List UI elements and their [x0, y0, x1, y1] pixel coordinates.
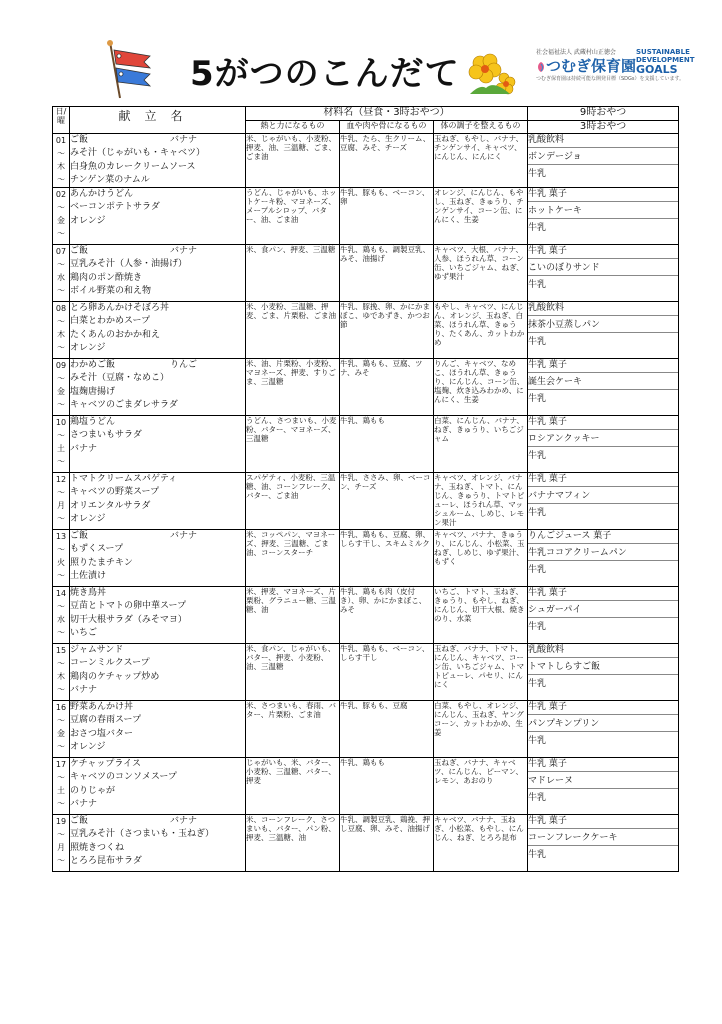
- dish-item: 照焼きつくね: [70, 842, 125, 853]
- menu-row: [53, 701, 679, 758]
- snack3: トマトしらすご飯: [528, 661, 678, 675]
- menu-row: [53, 644, 679, 701]
- dishes-cell: [70, 701, 246, 758]
- dish-item: ベーコンポテトサラダ: [70, 202, 160, 213]
- fruit-item: バナナ: [170, 135, 198, 145]
- dish-item: オレンジ: [70, 742, 106, 753]
- logo: [536, 48, 695, 84]
- body-cell: 牛乳、鶏もも、調製豆乳、みそ、油揚げ: [340, 245, 434, 302]
- energy-header: 熱と力になるもの: [246, 121, 340, 134]
- menu-row: [53, 416, 679, 473]
- menu-row: [53, 758, 679, 815]
- dishes-cell: [70, 188, 246, 245]
- fruit-item: りんご: [170, 360, 198, 371]
- snack9: 乳酸飲料: [528, 134, 678, 148]
- snack3-drink: 牛乳: [528, 508, 547, 519]
- materials-header: 材料名（昼食・3時おやつ）: [246, 107, 528, 121]
- dish-item: いちご: [70, 628, 98, 639]
- body-cell: 牛乳、豚挽、卵、かにかまぼこ、ゆであずき、かつお節: [340, 302, 434, 359]
- condition-cell: キャベツ、バナナ、きゅうり、にんじん、小松菜、玉ねぎ、しめじ、ゆず果汁、もずく: [434, 530, 528, 587]
- fruit-item: バナナ: [170, 531, 198, 542]
- snack-cell: [528, 701, 679, 758]
- dish-item: わかめご飯 りんご: [70, 359, 245, 372]
- body-cell: 牛乳、ささみ、卵、ベーコン、チーズ: [340, 473, 434, 530]
- dish-item: 野菜あんかけ丼: [70, 702, 134, 713]
- leaf-mark-icon: [536, 61, 546, 73]
- dish-item: オレンジ: [70, 343, 106, 354]
- condition-cell: もやし、キャベツ、にんじん、オレンジ、玉ねぎ、白菜、ほうれん草、きゅうり、たくあん、カットわかめ: [434, 302, 528, 359]
- day-cell: 15 〜 木 〜: [53, 644, 70, 701]
- energy-cell: 米、食パン、じゃがいも、バター、押麦、小麦粉、油、三温糖: [246, 644, 340, 701]
- flower-icon: [460, 48, 520, 98]
- dishes-cell: [70, 245, 246, 302]
- condition-cell: りんご、キャベツ、なめこ、ほうれん草、きゅうり、にんじん、コーン缶、塩麹、炊き込みわかめ、にんにく、生姜: [434, 359, 528, 416]
- body-cell: 牛乳、鶏もも: [340, 758, 434, 815]
- dish-item: ご飯 バナナ: [70, 815, 245, 828]
- snack-cell: [528, 188, 679, 245]
- day-cell: 13 〜 火 〜: [53, 530, 70, 587]
- energy-cell: 米、コッペパン、マヨネーズ、押麦、三温糖、ごま油、コーンスターチ: [246, 530, 340, 587]
- snack3-drink: 牛乳: [528, 679, 547, 690]
- dish-item: 白菜とわかめスープ: [70, 316, 151, 327]
- energy-cell: じゃがいも、米、バター、小麦粉、三温糖、バター、押麦: [246, 758, 340, 815]
- day-cell: 01 〜 木 〜: [53, 134, 70, 188]
- body-cell: 牛乳、鶏もも肉（皮付き）、卵、かにかまぼこ、みそ: [340, 587, 434, 644]
- snack-cell: [528, 473, 679, 530]
- snack9: 牛乳 菓子: [528, 815, 678, 829]
- condition-cell: 玉ねぎ、バナナ、キャベツ、にんじん、ピーマン、レモン、あおのり: [434, 758, 528, 815]
- dish-item: 豆苗とトマトの卵中華スープ: [70, 601, 187, 612]
- snack-cell: [528, 530, 679, 587]
- snack3-header: 3時おやつ: [528, 121, 679, 134]
- snack3-drink: 牛乳: [528, 565, 547, 576]
- snack-cell: [528, 134, 679, 188]
- kondate-header: 献立名: [70, 107, 246, 134]
- snack9: 牛乳 菓子: [528, 758, 678, 772]
- menu-row: [53, 587, 679, 644]
- dishes-cell: [70, 416, 246, 473]
- dish-item: 豆乳みそ汁（さつまいも・玉ねぎ）: [70, 829, 215, 840]
- snack-cell: [528, 587, 679, 644]
- dish-item: たくあんのおかか和え: [70, 329, 161, 340]
- snack3-drink: 牛乳: [528, 850, 547, 861]
- dish-item: ジャムサンド: [70, 645, 124, 656]
- body-cell: 牛乳、鶏もも、ベーコン、しらす干し: [340, 644, 434, 701]
- dish-item: 焼き鳥丼: [70, 588, 107, 599]
- snack3: ロシアンクッキー: [528, 433, 678, 447]
- energy-cell: 米、コーンフレーク、さつまいも、バター、パン粉、押麦、三温糖、油: [246, 815, 340, 872]
- fruit-item: バナナ: [170, 246, 198, 257]
- body-header: 血や肉や骨になるもの: [340, 121, 434, 134]
- snack3-drink: 牛乳: [528, 337, 547, 348]
- snack-cell: [528, 644, 679, 701]
- dish-item: おさつ塩バター: [70, 728, 134, 739]
- dish-item: バナナ: [70, 799, 98, 810]
- dishes-cell: [70, 758, 246, 815]
- dish-item: 鶏肉のポン酢焼き: [70, 272, 143, 283]
- snack-cell: [528, 245, 679, 302]
- condition-header: 体の調子を整えるもの: [434, 121, 528, 134]
- nursery-name: つむぎ保育園: [546, 57, 637, 75]
- energy-cell: 米、さつまいも、春雨、バター、片栗粉、ごま油: [246, 701, 340, 758]
- dish-item: 豆乳みそ汁（人参・油揚げ）: [70, 259, 188, 270]
- body-cell: 牛乳、鶏もも: [340, 416, 434, 473]
- dish-item: オレンジ: [70, 215, 106, 226]
- menu-row: [53, 473, 679, 530]
- condition-cell: キャベツ、オレンジ、バナナ、玉ねぎ、トマト、にんじん、きゅうり、トマトピューレ、ほうれん草、マッシュルーム、しめじ、レモン果汁: [434, 473, 528, 530]
- dish-item: みそ汁（じゃがいも・キャベツ）: [70, 148, 206, 159]
- snack3-drink: 牛乳: [528, 169, 547, 179]
- menu-row: [53, 302, 679, 359]
- snack3: ホットケーキ: [528, 205, 678, 219]
- condition-cell: 白菜、もやし、オレンジ、にんじん、玉ねぎ、ヤングコーン、カットわかめ、生姜: [434, 701, 528, 758]
- dish-item: のりじゃが: [70, 785, 116, 796]
- body-cell: 牛乳、豚もも、ベーコン、卵: [340, 188, 434, 245]
- snack9: 乳酸飲料: [528, 644, 678, 658]
- energy-cell: 米、油、片栗粉、小麦粉、マヨネーズ、押麦、すりごま、三温糖: [246, 359, 340, 416]
- condition-cell: 玉ねぎ、もやし、バナナ、チンゲンサイ、キャベツ、にんじん、にんにく: [434, 134, 528, 188]
- snack-cell: [528, 815, 679, 872]
- body-cell: 牛乳、豚もも、豆腐: [340, 701, 434, 758]
- org-name: 社会福祉法人 武蔵村山正徳会: [536, 49, 616, 56]
- dish-item: とろろ昆布サラダ: [70, 856, 142, 867]
- day-cell: 19 〜 月 〜: [53, 815, 70, 872]
- dish-item: あんかけうどん: [70, 189, 134, 200]
- dishes-cell: [70, 359, 246, 416]
- dish-item: キャベツの野菜スープ: [70, 487, 160, 498]
- dish-item: 豆腐の春雨スープ: [70, 715, 142, 726]
- snack9: 牛乳 菓子: [528, 416, 678, 430]
- day-cell: 02 〜 金 〜: [53, 188, 70, 245]
- snack3: 誕生会ケーキ: [528, 376, 678, 390]
- energy-cell: 米、食パン、押麦、三温糖: [246, 245, 340, 302]
- menu-row: [53, 359, 679, 416]
- menu-row: [53, 134, 679, 188]
- snack9-header: 9時おやつ: [528, 107, 679, 121]
- menu-row: [53, 245, 679, 302]
- day-cell: 09 〜 金 〜: [53, 359, 70, 416]
- dish-item: ご飯 バナナ: [70, 530, 245, 543]
- dish-item: 白身魚のカレークリームソース: [70, 161, 196, 172]
- dish-item: とろ卵あんかけそぼろ丼: [70, 303, 170, 314]
- day-cell: 17 〜 土 〜: [53, 758, 70, 815]
- dish-item: ご飯 バナナ: [70, 134, 245, 147]
- dish-item: 鶏肉のケチャップ炒め: [70, 671, 160, 682]
- dish-item: キャベツのコンソメスープ: [70, 772, 177, 783]
- energy-cell: 米、押麦、マヨネーズ、片栗粉、グラニュー糖、三温糖、油: [246, 587, 340, 644]
- condition-cell: キャベツ、大根、バナナ、人参、ほうれん草、コーン缶、いちごジャム、ねぎ、ゆず果汁: [434, 245, 528, 302]
- dish-item: トマトクリームスパゲティ: [70, 474, 178, 485]
- snack9: 牛乳 菓子: [528, 587, 678, 601]
- condition-cell: 白菜、にんじん、バナナ、ねぎ、きゅうり、いちごジャム: [434, 416, 528, 473]
- snack9: 牛乳 菓子: [528, 359, 678, 373]
- energy-cell: スパゲティ、小麦粉、三温糖、油、コーンフレーク、バター、ごま油: [246, 473, 340, 530]
- snack3-drink: 牛乳: [528, 280, 547, 291]
- dishes-cell: [70, 644, 246, 701]
- body-cell: 牛乳、鶏もも、豆腐、ツナ、みそ: [340, 359, 434, 416]
- energy-cell: 米、小麦粉、三温糖、押麦、ごま、片栗粉、ごま油: [246, 302, 340, 359]
- dishes-cell: [70, 530, 246, 587]
- snack3: こいのぼりサンド: [528, 262, 678, 276]
- snack3-drink: 牛乳: [528, 451, 547, 462]
- snack-cell: [528, 302, 679, 359]
- snack3: パンプキンプリン: [528, 718, 678, 732]
- menu-table: [52, 106, 679, 872]
- koinobori-icon: [100, 40, 160, 100]
- snack3: 牛乳ココアクリームパン: [528, 547, 678, 561]
- sdgs-logo: SUSTAINABLE DEVELOPMENT GOALS: [636, 48, 695, 76]
- condition-cell: オレンジ、にんじん、もやし、玉ねぎ、きゅうり、チンゲンサイ、コーン缶、にんにく、生姜: [434, 188, 528, 245]
- dish-item: みそ汁（豆腐・なめこ）: [70, 373, 170, 384]
- dish-item: ケチャップライス: [70, 759, 142, 770]
- menu-row: [53, 815, 679, 872]
- menu-row: [53, 530, 679, 587]
- snack3-drink: 牛乳: [528, 736, 547, 747]
- body-cell: 牛乳、調製豆乳、鶏挽、押し豆腐、卵、みそ、油揚げ: [340, 815, 434, 872]
- snack-cell: [528, 416, 679, 473]
- snack9: 牛乳 菓子: [528, 245, 678, 259]
- dish-item: ご飯 バナナ: [70, 245, 245, 258]
- day-header: 日/ 曜: [53, 107, 70, 134]
- sdgs-tagline: つむぎ保育園は持続可能な開発目標（SDGs）を支援しています。: [536, 76, 685, 82]
- dishes-cell: [70, 134, 246, 188]
- body-cell: 牛乳、鶏もも、豆腐、卵、しらす干し、スキムミルク: [340, 530, 434, 587]
- snack3-drink: 牛乳: [528, 394, 547, 405]
- dish-item: 照りたまチキン: [70, 557, 133, 568]
- day-cell: 10 〜 土 〜: [53, 416, 70, 473]
- day-cell: 14 〜 水 〜: [53, 587, 70, 644]
- dish-item: オリエンタルサラダ: [70, 500, 151, 511]
- snack3: シュガーパイ: [528, 604, 678, 618]
- dish-item: オレンジ: [70, 514, 106, 525]
- dishes-cell: [70, 587, 246, 644]
- dish-item: バナナ: [70, 443, 98, 454]
- condition-cell: いちご、トマト、玉ねぎ、きゅうり、もやし、ねぎ、にんじん、切干大根、焼きのり、水菜: [434, 587, 528, 644]
- dish-item: キャベツのごまダレサラダ: [70, 400, 178, 411]
- day-cell: 07 〜 水 〜: [53, 245, 70, 302]
- energy-cell: 米、じゃがいも、小麦粉、押麦、油、三温糖、ごま、ごま油: [246, 134, 340, 188]
- snack3: バナナマフィン: [528, 490, 678, 504]
- dish-item: バナナ: [70, 685, 98, 696]
- page-title: 5がつのこんだて: [190, 54, 460, 94]
- day-cell: 08 〜 木 〜: [53, 302, 70, 359]
- dishes-cell: [70, 302, 246, 359]
- snack-cell: [528, 758, 679, 815]
- dish-item: 土佐漬け: [70, 571, 107, 582]
- dish-item: もずくスープ: [70, 544, 124, 555]
- dish-item: ボイル野菜の和え物: [70, 286, 152, 297]
- snack3: コーンフレークケーキ: [528, 832, 678, 846]
- dish-item: 鶏塩うどん: [70, 417, 116, 428]
- dish-item: チンゲン菜のナムル: [70, 174, 150, 185]
- snack9: りんごジュース 菓子: [528, 530, 678, 544]
- snack9: 乳酸飲料: [528, 302, 678, 316]
- dish-item: コーンミルクスープ: [70, 658, 150, 669]
- dish-item: 塩麹唐揚げ: [70, 386, 116, 397]
- snack3-drink: 牛乳: [528, 223, 547, 234]
- day-cell: 16 〜 金 〜: [53, 701, 70, 758]
- body-cell: 牛乳、たら、生クリーム、豆腐、みそ、チーズ: [340, 134, 434, 188]
- energy-cell: うどん、さつまいも、小麦粉、バター、マヨネーズ、三温糖: [246, 416, 340, 473]
- snack3-drink: 牛乳: [528, 622, 547, 633]
- dishes-cell: [70, 473, 246, 530]
- menu-row: [53, 188, 679, 245]
- energy-cell: うどん、じゃがいも、ホットケーキ粉、マヨネーズ、メープルシロップ、バター、油、ごま油: [246, 188, 340, 245]
- dish-item: さつまいもサラダ: [70, 430, 142, 441]
- condition-cell: 玉ねぎ、バナナ、トマト、にんじん、キャベツ、コーン缶、いちごジャム、トマトピューレ、パセリ、にんにく: [434, 644, 528, 701]
- snack9: 牛乳 菓子: [528, 188, 678, 202]
- snack3: ボンデージョ: [528, 151, 678, 165]
- dishes-cell: [70, 815, 246, 872]
- day-cell: 12 〜 月 〜: [53, 473, 70, 530]
- snack3-drink: 牛乳: [528, 793, 547, 804]
- snack9: 牛乳 菓子: [528, 701, 678, 715]
- snack3: マドレーヌ: [528, 775, 678, 789]
- condition-cell: キャベツ、バナナ、玉ねぎ、小松菜、もやし、にんじん、ねぎ、とろろ昆布: [434, 815, 528, 872]
- fruit-item: バナナ: [170, 816, 198, 827]
- dish-item: 切干大根サラダ（みそマヨ）: [70, 614, 187, 625]
- snack9: 牛乳 菓子: [528, 473, 678, 487]
- snack-cell: [528, 359, 679, 416]
- snack3: 抹茶小豆蒸しパン: [528, 319, 678, 333]
